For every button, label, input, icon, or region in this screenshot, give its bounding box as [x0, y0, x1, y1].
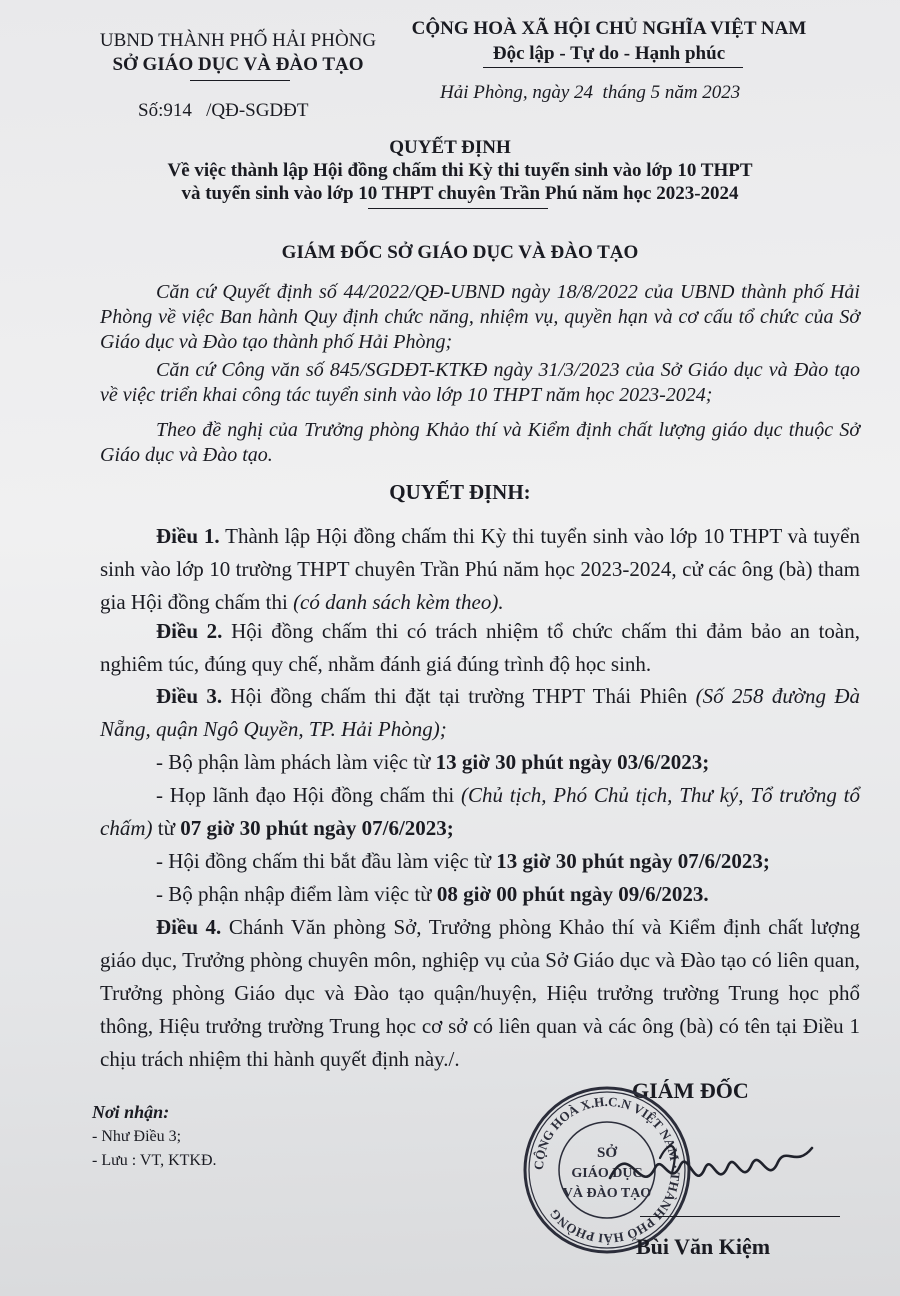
preamble-1: Căn cứ Quyết định số 44/2022/QĐ-UBND ngày 18/8/2022 của UBND thành phố Hải Phòng về việc Ban hành Quy định chức năng, nhiệm vụ, quyền hạn và cơ cấu tổ chức của Sở Giáo dục và Đào tạo thành phố Hải Phòng;: [100, 281, 860, 353]
org-underline: [190, 80, 290, 81]
place-date: Hải Phòng, ngày 24 tháng 5 năm 2023: [440, 82, 741, 103]
article-3-item-2: - Họp lãnh đạo Hội đồng chấm thi (Chủ tịch, Phó Chủ tịch, Thư ký, Tổ trưởng tổ chấm) từ 07 giờ 30 phút ngày 07/6/2023;: [100, 783, 861, 840]
decision-type: QUYẾT ĐỊNH: [389, 137, 511, 158]
authority-heading: GIÁM ĐỐC SỞ GIÁO DỤC VÀ ĐÀO TẠO: [281, 242, 639, 263]
handwritten-signature: [600, 1118, 820, 1218]
seal-center-line: GIÁO DỤC: [571, 1166, 643, 1181]
org-line-1: UBND THÀNH PHỐ HẢI PHÒNG: [99, 30, 377, 51]
article-3-item-1: - Bộ phận làm phách làm việc từ 13 giờ 30 phút ngày 03/6/2023;: [156, 750, 710, 774]
org-line-2: SỞ GIÁO DỤC VÀ ĐÀO TẠO: [112, 54, 364, 75]
nation-line-1: CỘNG HOÀ XÃ HỘI CHỦ NGHĨA VIỆT NAM: [411, 18, 807, 39]
signer-title: GIÁM ĐỐC: [632, 1078, 749, 1103]
decision-heading: QUYẾT ĐỊNH:: [389, 480, 531, 504]
recipient-item: - Lưu : VT, KTKĐ.: [92, 1152, 217, 1169]
article-4: [100, 911, 860, 1076]
article-1: [100, 520, 860, 619]
motto-underline: [483, 67, 743, 68]
subject-underline: [368, 208, 548, 209]
article-3-item-4: - Bộ phận nhập điểm làm việc từ 08 giờ 00 phút ngày 09/6/2023.: [156, 882, 709, 906]
signer-name: Bùi Văn Kiệm: [636, 1234, 771, 1259]
article-4-text: Chánh Văn phòng Sở, Trưởng phòng Khảo thí và Kiểm định chất lượng giáo dục, Trưởng phòng chuyên môn, nghiệp vụ của Sở Giáo dục và Đào tạo có liên quan, Trưởng phòng Giáo dục và Đào tạo quận/huyện, Hiệu trưởng trường Trung học phổ thông, Hiệu trưởng trường Trung học cơ sở có liên quan và các ông (bà) có tên tại Điều 1 chịu trách nhiệm thi hành quyết định này./.: [100, 915, 861, 1071]
article-2: [100, 615, 860, 681]
seal-ring-text: CỘNG HOÀ X.H.C.N VIỆT NAM · THÀNH PHỐ HẢI PHÒNG: [530, 1093, 684, 1247]
article-1-note: (có danh sách kèm theo).: [293, 590, 504, 614]
subject-line-1: Về việc thành lập Hội đồng chấm thi Kỳ thi tuyển sinh vào lớp 10 THPT: [167, 160, 753, 181]
nation-line-2: Độc lập - Tự do - Hạnh phúc: [492, 43, 726, 64]
article-1-text: Thành lập Hội đồng chấm thi Kỳ thi tuyển sinh vào lớp 10 THPT và tuyển sinh vào lớp 10 trường THPT chuyên Trần Phú năm học 2023-2024, cử các ông (bà) tham gia Hội đồng chấm thi: [100, 524, 861, 614]
article-1-label: Điều 1.: [156, 524, 220, 548]
preamble-2: Căn cứ Công văn số 845/SGDĐT-KTKĐ ngày 31/3/2023 của Sở Giáo dục và Đào tạo về việc triển khai công tác tuyển sinh vào lớp 10 THPT năm học 2023-2024;: [100, 359, 860, 406]
doc-number: Số:914 /QĐ-SGDĐT: [138, 100, 309, 121]
article-2-label: Điều 2.: [156, 619, 223, 643]
article-3: [100, 680, 860, 746]
subject-line-2: và tuyển sinh vào lớp 10 THPT chuyên Trần Phú năm học 2023-2024: [181, 183, 739, 204]
article-3-text: Hội đồng chấm thi đặt tại trường THPT Thái Phiên: [222, 684, 696, 708]
seal-center-line: SỞ: [596, 1145, 618, 1161]
recipient-item: - Như Điều 3;: [92, 1128, 182, 1145]
preamble-3: Theo đề nghị của Trưởng phòng Khảo thí và Kiểm định chất lượng giáo dục thuộc Sở Giáo dục và Đào tạo.: [100, 419, 860, 466]
article-4-label: Điều 4.: [156, 915, 222, 939]
article-3-label: Điều 3.: [156, 684, 223, 708]
article-3-item-3: - Hội đồng chấm thi bắt đầu làm việc từ 13 giờ 30 phút ngày 07/6/2023;: [156, 849, 770, 873]
seal-center-line: VÀ ĐÀO TẠO: [562, 1186, 652, 1201]
article-2-text: Hội đồng chấm thi có trách nhiệm tổ chức chấm thi đảm bảo an toàn, nghiêm túc, đúng quy chế, nhằm đánh giá đúng trình độ học sinh.: [100, 619, 860, 676]
signature-line: [640, 1216, 840, 1217]
recipients-label: Nơi nhận:: [92, 1102, 170, 1122]
article-3-note: (Số 258 đường Đà Nẵng, quận Ngô Quyền, TP. Hải Phòng);: [100, 684, 860, 741]
